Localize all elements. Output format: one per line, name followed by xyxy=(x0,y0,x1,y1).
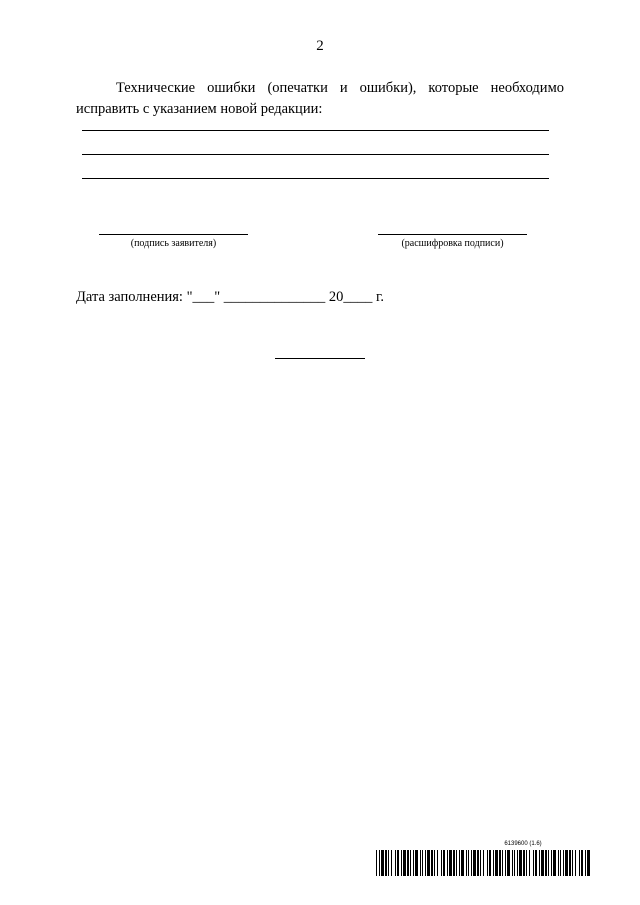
correction-line-2[interactable] xyxy=(82,154,549,155)
fill-date-line[interactable]: Дата заполнения: "___" ______________ 20____ г. xyxy=(76,289,384,305)
signature-decoding-line[interactable] xyxy=(378,234,527,235)
applicant-signature-line[interactable] xyxy=(99,234,248,235)
page-number: 2 xyxy=(316,38,324,54)
errors-instruction-line-2: исправить с указанием новой редакции: xyxy=(76,101,323,117)
errors-instruction-line-1: Технические ошибки (опечатки и ошибки), которые необходимо xyxy=(116,80,564,96)
signature-decoding-label: (расшифровка подписи) xyxy=(401,238,504,249)
correction-line-3[interactable] xyxy=(82,178,549,179)
end-divider xyxy=(275,358,365,359)
applicant-signature-label: (подпись заявителя) xyxy=(130,238,217,249)
errors-instruction xyxy=(76,78,564,120)
barcode-number: 6139600 (1.6) xyxy=(504,841,542,847)
barcode-icon xyxy=(376,850,590,876)
correction-line-1[interactable] xyxy=(82,130,549,131)
